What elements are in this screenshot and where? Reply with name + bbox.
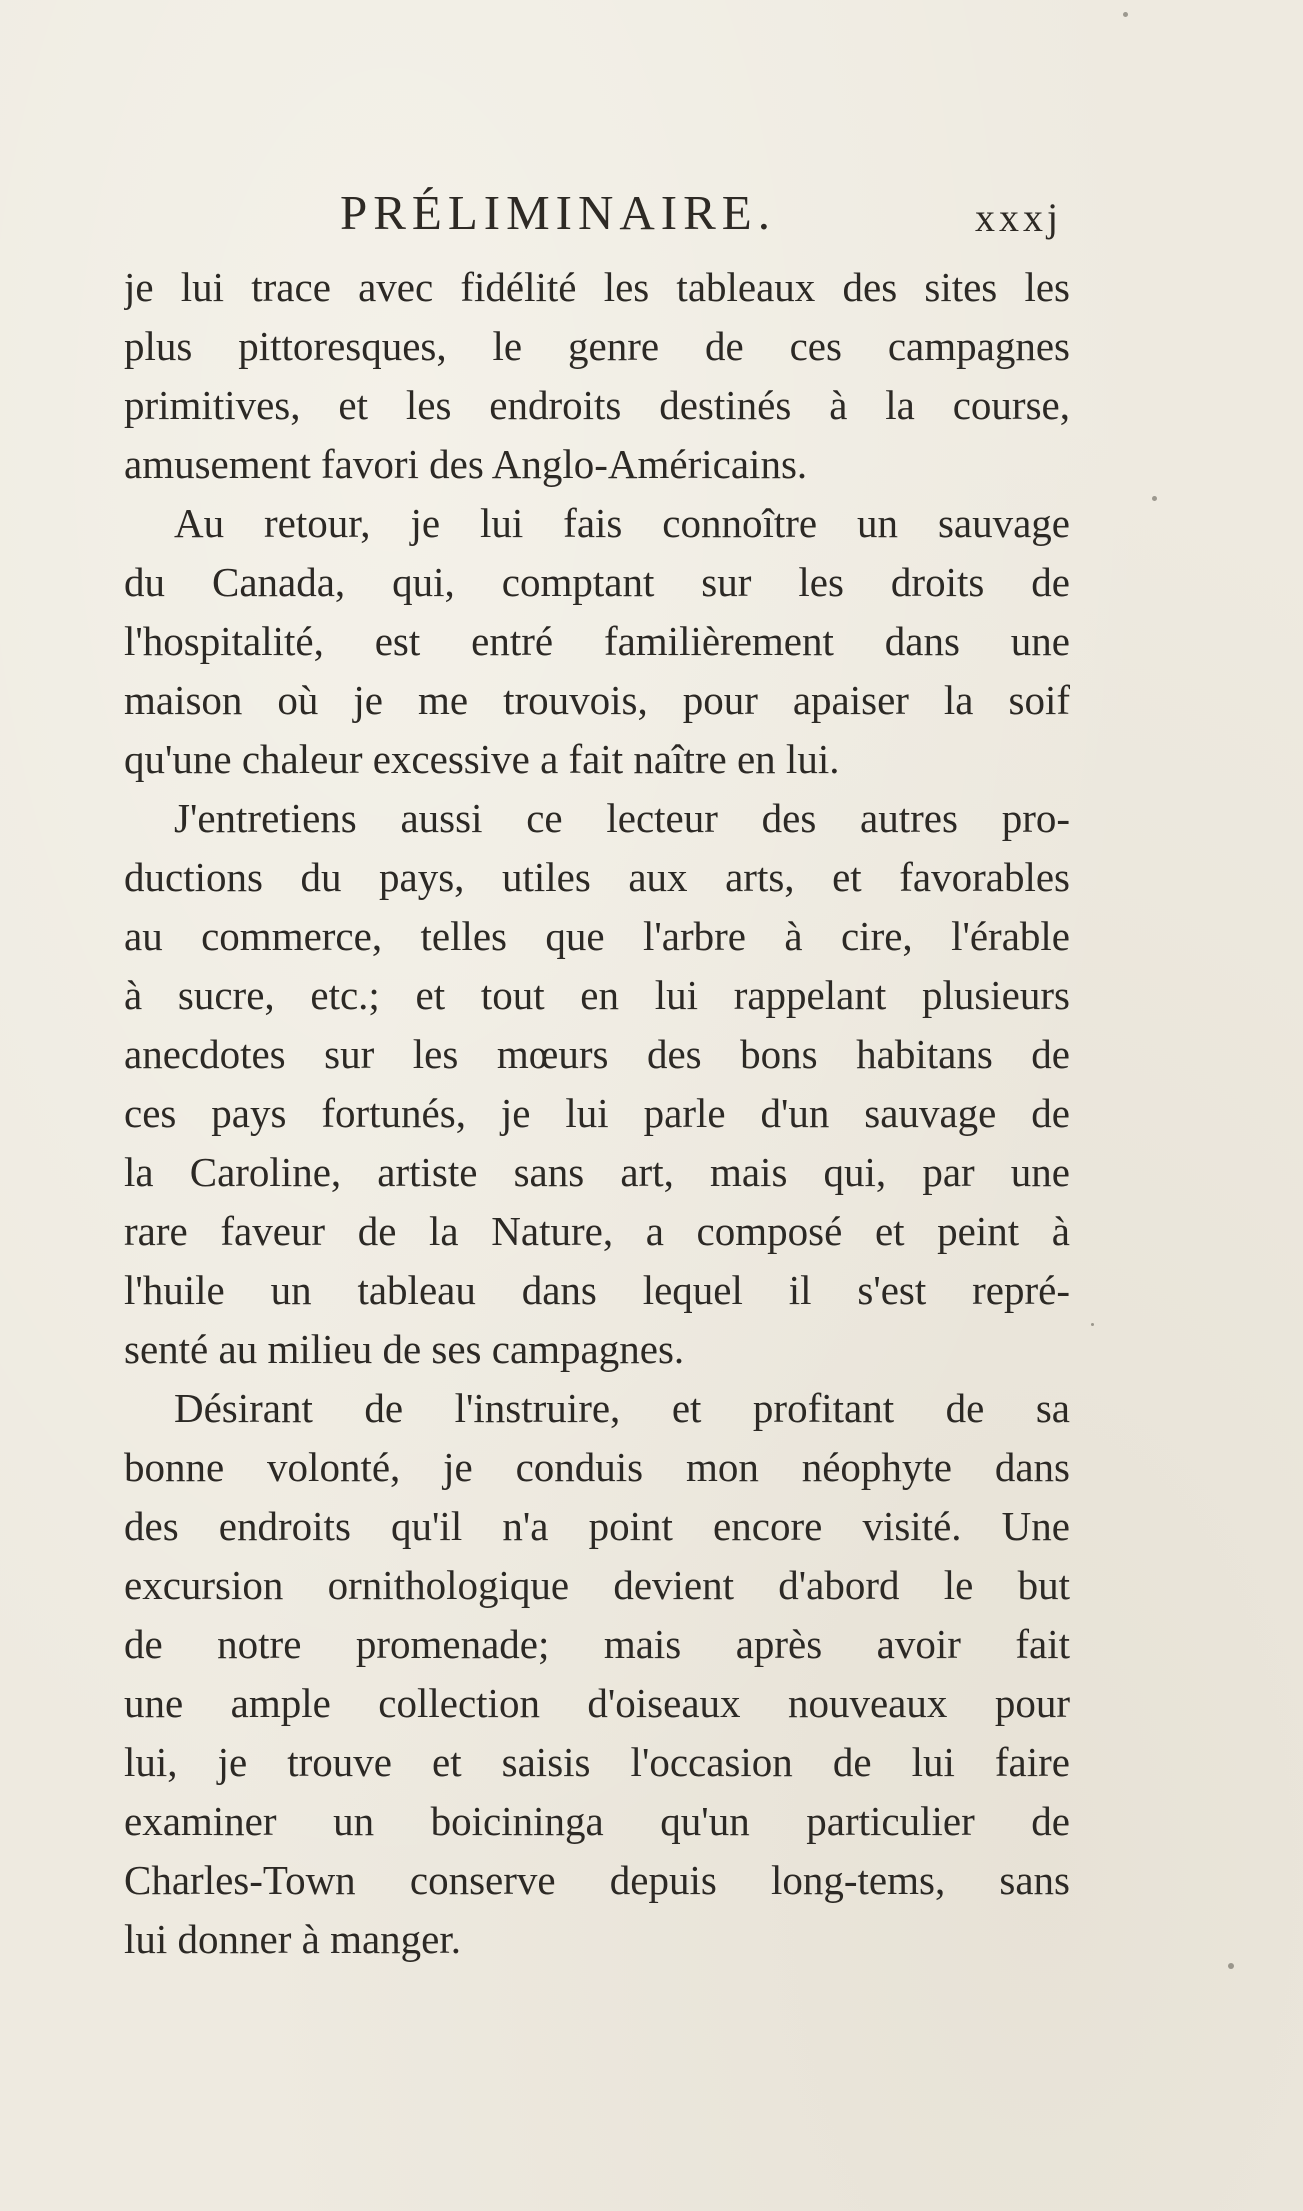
text-line: examiner un boicininga qu'un particulier de (124, 1798, 1070, 1844)
text-line: primitives, et les endroits destinés à la course, (124, 382, 1070, 428)
text-line: je lui trace avec fidélité les tableaux des sites les (124, 264, 1070, 310)
text-line: une ample collection d'oiseaux nouveaux pour (124, 1680, 1070, 1726)
text-line: l'hospitalité, est entré familièrement dans une (124, 618, 1070, 664)
text-line: qu'une chaleur excessive a fait naître en lui. (124, 736, 840, 782)
text-line: ductions du pays, utiles aux arts, et favorables (124, 854, 1070, 900)
text-line: de notre promenade; mais après avoir fait (124, 1621, 1070, 1667)
text-line: plus pittoresques, le genre de ces campagnes (124, 323, 1070, 369)
text-line: Désirant de l'instruire, et profitant de sa (174, 1385, 1070, 1431)
paragraph-4 (124, 1379, 1070, 1969)
text-line: lui donner à manger. (124, 1916, 462, 1962)
text-line: anecdotes sur les mœurs des bons habitans de (124, 1031, 1070, 1077)
text-line: senté au milieu de ses campagnes. (124, 1326, 685, 1372)
paragraph-1 (124, 258, 1070, 494)
text-line: au commerce, telles que l'arbre à cire, l'érable (124, 913, 1070, 959)
body-text (124, 258, 1070, 1969)
page-number: xxxj (975, 195, 1063, 240)
paper-speck (1091, 1323, 1094, 1326)
text-line: Charles-Town conserve depuis long-tems, sans (124, 1857, 1070, 1903)
text-line: du Canada, qui, comptant sur les droits de (124, 559, 1070, 605)
text-line: rare faveur de la Nature, a composé et peint à (124, 1208, 1070, 1254)
text-line: la Caroline, artiste sans art, mais qui, par une (124, 1149, 1070, 1195)
paper-speck (1152, 496, 1157, 501)
text-line: amusement favori des Anglo-Américains. (124, 441, 808, 487)
paragraph-3 (124, 789, 1070, 1379)
running-head (0, 176, 1303, 256)
text-line: des endroits qu'il n'a point encore visité. Une (124, 1503, 1070, 1549)
text-line: bonne volonté, je conduis mon néophyte dans (124, 1444, 1070, 1490)
running-head-title: PRÉLIMINAIRE. (340, 185, 776, 240)
text-line: excursion ornithologique devient d'abord le but (124, 1562, 1070, 1608)
text-line: l'huile un tableau dans lequel il s'est repré- (124, 1267, 1070, 1313)
text-line: J'entretiens aussi ce lecteur des autres pro- (174, 795, 1070, 841)
text-line: ces pays fortunés, je lui parle d'un sauvage de (124, 1090, 1070, 1136)
text-line: lui, je trouve et saisis l'occasion de lui faire (124, 1739, 1070, 1785)
text-line: à sucre, etc.; et tout en lui rappelant plusieurs (124, 972, 1070, 1018)
text-line: Au retour, je lui fais connoître un sauvage (174, 500, 1070, 546)
paper-speck (1123, 12, 1128, 17)
paper-speck (1228, 1963, 1234, 1969)
text-line: maison où je me trouvois, pour apaiser la soif (124, 677, 1070, 723)
paragraph-2 (124, 494, 1070, 789)
